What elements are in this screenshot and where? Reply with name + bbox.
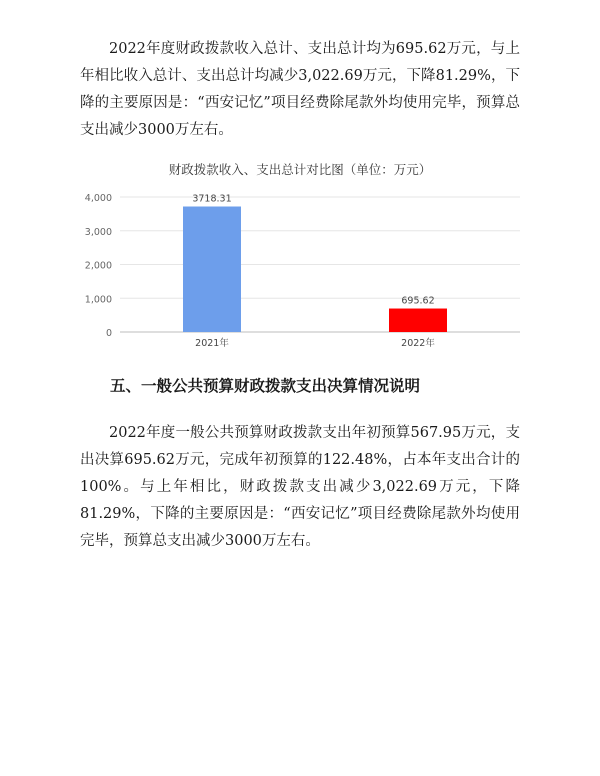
y-tick-label: 1,000: [84, 294, 112, 306]
paragraph-general-budget-explanation: 2022年度一般公共预算财政拨款支出年初预算567.95万元，支出决算695.62万元，完成年初预算的122.48%，占本年支出合计的100%。与上年相比，财政拨款支出减少3,022.69万元，下降81.29%，下降的主要原因是：“西安记忆”项目经费除尾款外均使用完毕，预算总支出减少3000万左右。: [80, 425, 520, 549]
paragraph-income-expense-summary: 2022年度财政拨款收入总计、支出总计均为695.62万元，与上年相比收入总计、支出总计均减少3,022.69万元，下降81.29%，下降的主要原因是：“西安记忆”项目经费除尾款外均使用完毕，预算总支出减少3000万左右。: [80, 41, 520, 138]
y-tick-label: 0: [105, 328, 112, 339]
data-label: 695.62: [401, 295, 435, 307]
section-heading: 五、一般公共预算财政拨款支出决算情况说明: [110, 377, 421, 395]
bar-chart-svg: [80, 160, 530, 360]
y-tick-label: 2,000: [84, 260, 112, 272]
chart-title: 财政拨款收入、支出总计对比图（单位：万元）: [168, 162, 432, 177]
y-tick-label: 4,000: [84, 193, 112, 204]
data-label: 3718.31: [192, 193, 232, 205]
bar-2: [389, 309, 447, 332]
x-tick-label: 2021年: [195, 338, 229, 349]
x-tick-label: 2022年: [401, 338, 435, 349]
y-tick-label: 3,000: [84, 226, 112, 238]
bar-1: [183, 207, 241, 332]
income-expense-chart: [80, 160, 530, 360]
